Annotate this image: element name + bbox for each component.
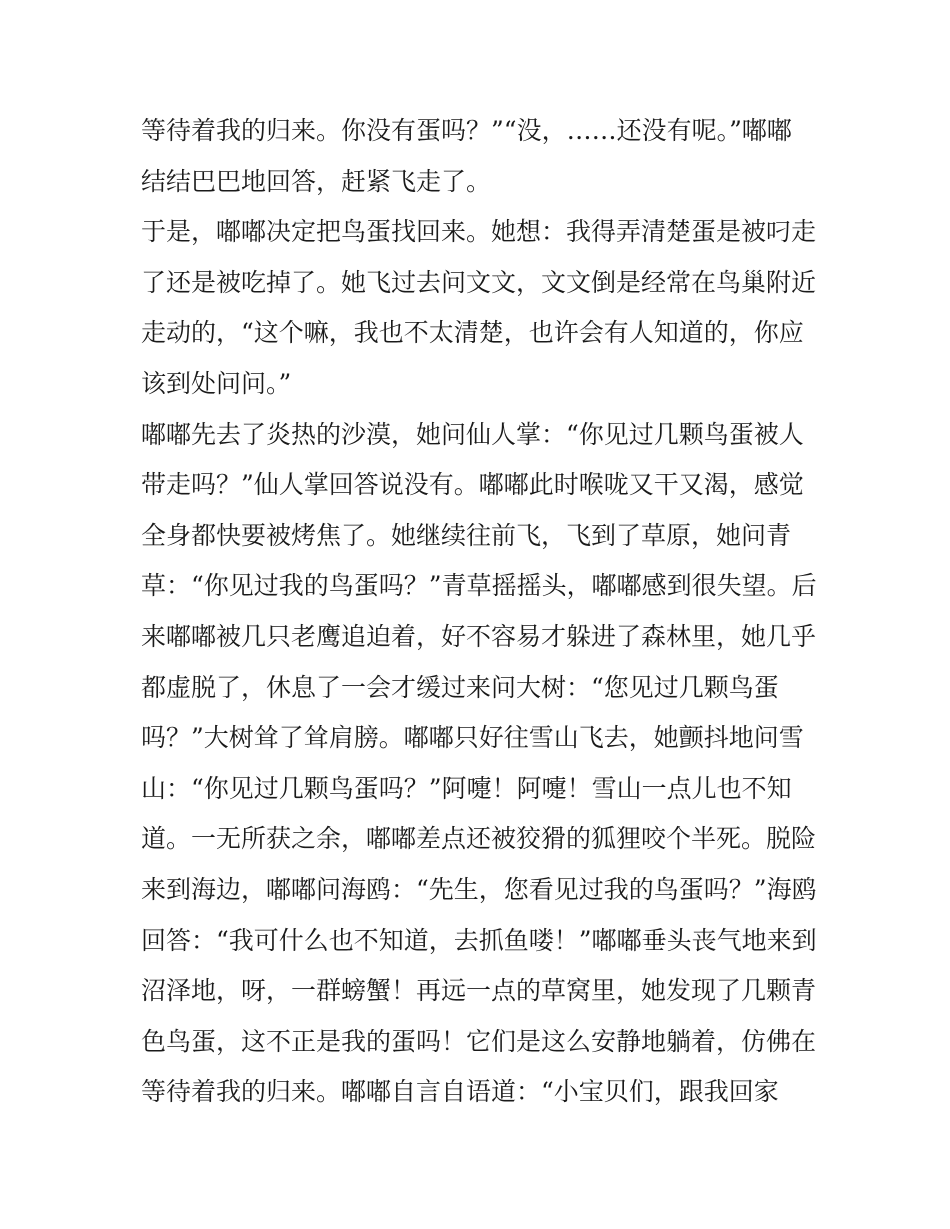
text-line: 了还是被吃掉了。她飞过去问文文，文文倒是经常在鸟巢附近 [141, 267, 817, 297]
text-line: 草：“你见过我的鸟蛋吗？”青草摇摇头，嘟嘟感到很失望。后 [141, 571, 817, 601]
text-line: 等待着我的归来。嘟嘟自言自语道：“小宝贝们，跟我回家 [141, 1077, 779, 1107]
text-line: 带走吗？”仙人掌回答说没有。嘟嘟此时喉咙又干又渴，感觉 [141, 470, 804, 500]
text-line: 来到海边，嘟嘟问海鸥：“先生，您看见过我的鸟蛋吗？”海鸥 [141, 874, 817, 904]
text-line: 色鸟蛋，这不正是我的蛋吗！它们是这么安静地躺着，仿佛在 [141, 1026, 817, 1056]
text-line: 都虚脱了，休息了一会才缓过来问大树：“您见过几颗鸟蛋 [141, 672, 779, 702]
story-text [141, 106, 821, 1118]
text-line: 来嘟嘟被几只老鹰追迫着，好不容易才躲进了森林里，她几乎 [141, 621, 817, 651]
text-line: 全身都快要被烤焦了。她继续往前飞，飞到了草原，她问青 [141, 520, 792, 550]
text-line: 山：“你见过几颗鸟蛋吗？”阿嚏！阿嚏！雪山一点儿也不知 [141, 773, 792, 803]
text-line: 于是，嘟嘟决定把鸟蛋找回来。她想：我得弄清楚蛋是被叼走 [141, 217, 817, 247]
text-line: 走动的，“这个嘛，我也不太清楚，也许会有人知道的，你应 [141, 318, 804, 348]
text-line: 结结巴巴地回答，赶紧飞走了。 [141, 166, 492, 196]
text-line: 等待着我的归来。你没有蛋吗？”“没，……还没有呢。”嘟嘟 [141, 116, 792, 145]
text-line: 道。一无所获之余，嘟嘟差点还被狡猾的狐狸咬个半死。脱险 [141, 824, 817, 854]
text-line: 回答：“我可什么也不知道，去抓鱼喽！”嘟嘟垂头丧气地来到 [141, 925, 817, 955]
text-line: 该到处问问。” [141, 368, 292, 398]
text-line: 沼泽地，呀，一群螃蟹！再远一点的草窝里，她发现了几颗青 [141, 976, 817, 1006]
text-line: 吗？”大树耸了耸肩膀。嘟嘟只好往雪山飞去，她颤抖地问雪 [141, 723, 804, 753]
text-line: 嘟嘟先去了炎热的沙漠，她问仙人掌：“你见过几颗鸟蛋被人 [141, 419, 804, 449]
